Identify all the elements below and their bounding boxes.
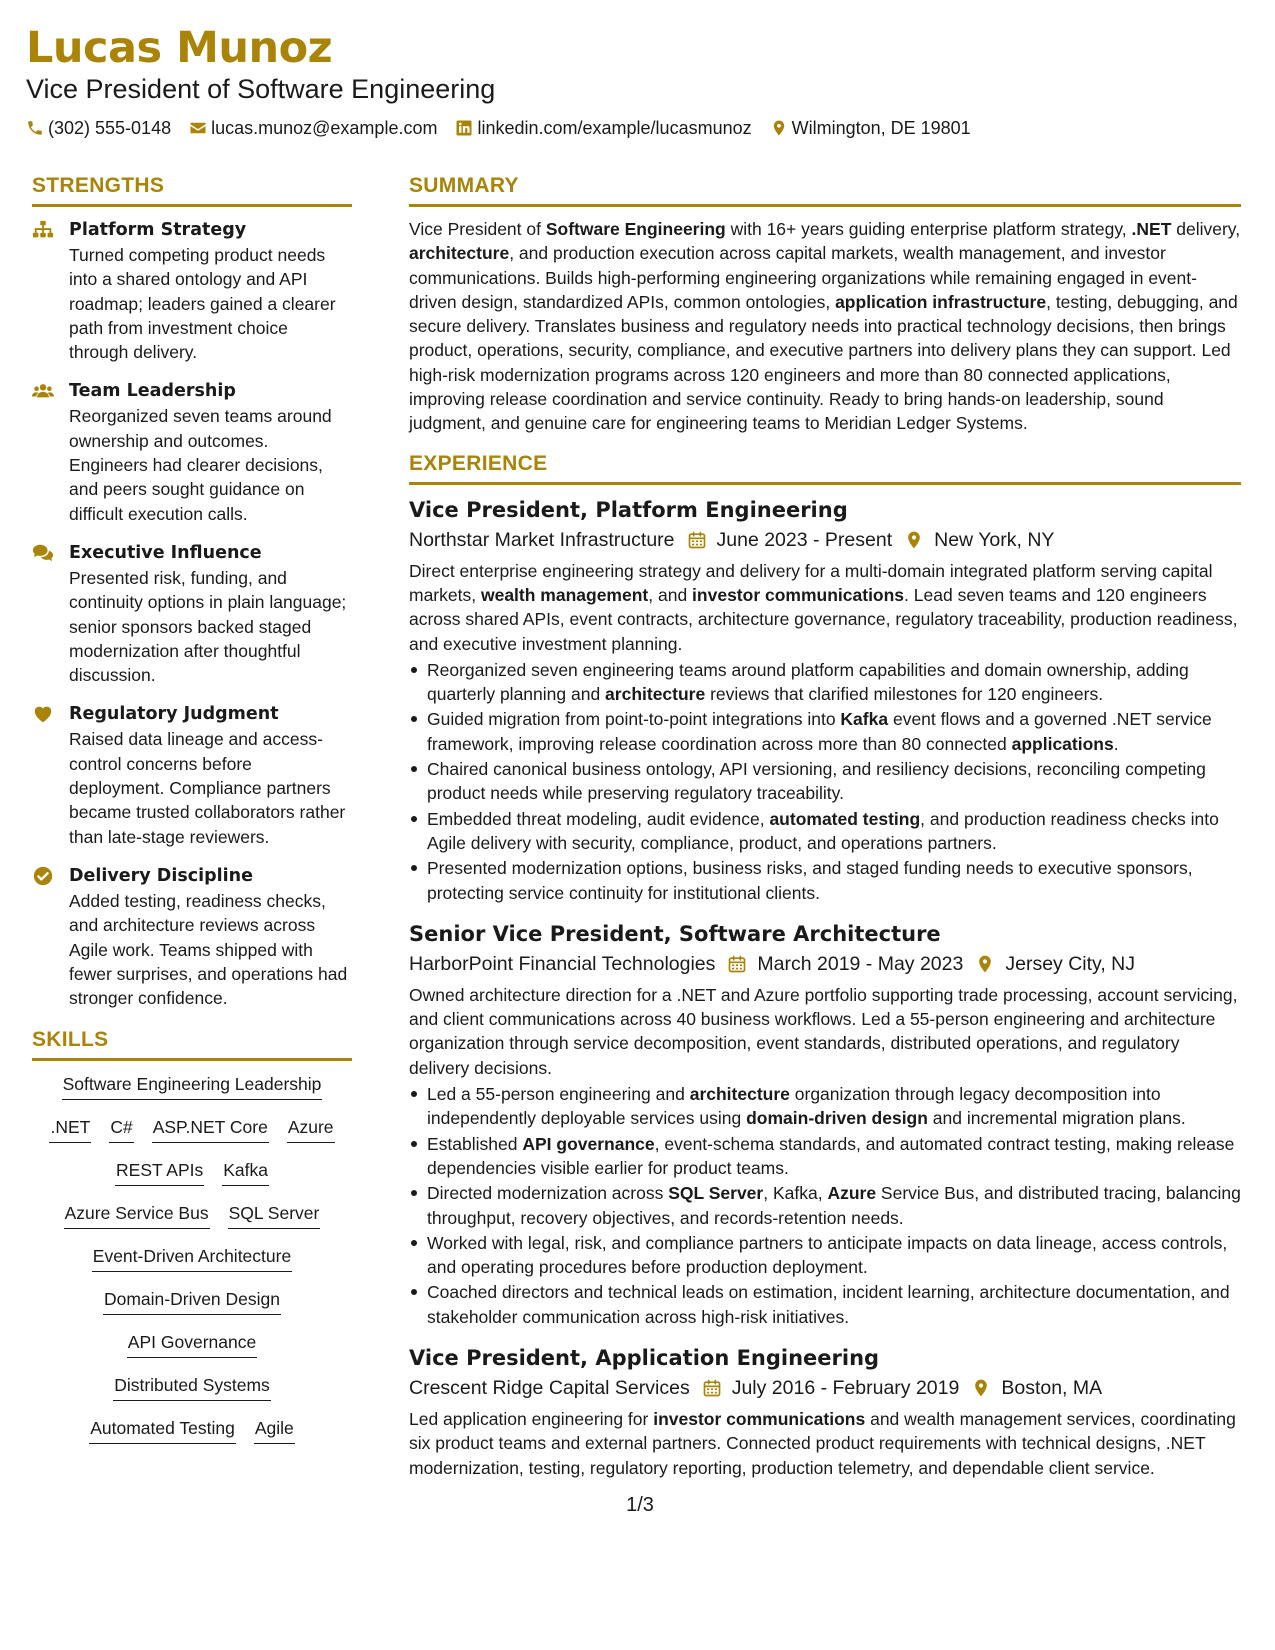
bold-keyword: wealth management bbox=[480, 584, 649, 605]
skill-tag: SQL Server bbox=[228, 1200, 321, 1229]
linkedin-text: linkedin.com/example/lucasmunoz bbox=[477, 118, 752, 138]
contact-phone[interactable] bbox=[26, 116, 171, 140]
job-entry bbox=[409, 495, 1241, 905]
heart-icon bbox=[32, 703, 54, 725]
strength-desc: Reorganized seven teams around ownership and outcomes. Engineers had clearer decisions, and peers sought guidance on difficult execution calls. bbox=[69, 406, 332, 524]
job-title: Vice President, Application Engineering bbox=[409, 1345, 880, 1370]
skill-tag: Distributed Systems bbox=[113, 1372, 271, 1401]
job-dates: March 2019 - May 2023 bbox=[757, 952, 964, 975]
strength-title: Team Leadership bbox=[69, 381, 236, 402]
job-meta bbox=[409, 949, 1241, 979]
skill-tag: Event-Driven Architecture bbox=[92, 1243, 292, 1272]
skill-tag: Automated Testing bbox=[89, 1415, 236, 1444]
skill-row bbox=[32, 1200, 352, 1229]
job-dates: June 2023 - Present bbox=[716, 528, 893, 551]
skill-tag: Software Engineering Leadership bbox=[62, 1071, 323, 1100]
contact-location bbox=[770, 116, 971, 140]
contact-bar bbox=[26, 116, 1246, 140]
jobs-list bbox=[409, 495, 1241, 1480]
sidebar bbox=[32, 172, 352, 1458]
strength-body bbox=[69, 378, 352, 525]
job-company: Crescent Ridge Capital Services bbox=[409, 1376, 690, 1399]
strength-item bbox=[32, 863, 352, 1010]
bold-keyword: investor communications bbox=[653, 1408, 866, 1429]
bold-keyword: investor communications bbox=[692, 584, 905, 605]
summary-heading: SUMMARY bbox=[409, 172, 1241, 207]
job-location: Boston, MA bbox=[1001, 1376, 1103, 1399]
strengths-list bbox=[32, 217, 352, 1010]
job-description: Owned architecture direction for a .NET and Azure portfolio supporting trade processing, account servicing, and client communications across 40 business workflows. Led a 55-person engineering and architecture organization through service decomposition, event standards, distributed operations, and regulatory delivery decisions. bbox=[409, 984, 1238, 1078]
summary-text: Vice President of Software Engineering with 16+ years guiding enterprise platform strategy, .NET delivery, architecture, and production execution across capital markets, wealth management, and investor communications. Builds high-performing engineering organizations while remaining engaged in event-driven design, standardized APIs, common ontologies, application infrastructure, testing, debugging, and secure delivery. Translates business and regulatory needs into practical technology decisions, then brings product, operations, security, compliance, and executive partners into delivery plans they can support. Led high-risk modernization programs across 120 engineers and more than 80 connected applications, improving release coordination and service continuity. Ready to bring hands-on leadership, sound judgment, and genuine care for engineering teams to Meridian Ledger Systems. bbox=[409, 219, 1241, 434]
skills-heading: SKILLS bbox=[32, 1026, 352, 1061]
resume-header bbox=[26, 22, 1246, 140]
strength-desc: Added testing, readiness checks, and architecture reviews across Agile work. Teams shipped with fewer surprises, and operations had stronger confidence. bbox=[69, 890, 348, 1009]
job-meta bbox=[409, 525, 1241, 555]
strength-desc: Turned competing product needs into a shared ontology and API roadmap; leaders gained a clearer path from investment choice through delivery. bbox=[69, 245, 336, 363]
job-title: Senior Vice President, Software Architecture bbox=[409, 921, 941, 946]
main-column bbox=[409, 172, 1241, 1494]
linkedin-icon bbox=[455, 119, 473, 137]
strength-desc: Presented risk, funding, and continuity options in plain language; senior sponsors backed staged modernization after thoughtful discussion. bbox=[69, 567, 347, 686]
strength-body bbox=[69, 701, 352, 848]
map-pin-icon bbox=[904, 530, 924, 550]
bold-keyword: architecture bbox=[689, 1084, 790, 1105]
job-bullet: Reorganized seven engineering teams around platform capabilities and domain ownership, adding quarterly planning and architecture reviews that clarified milestones for 120 engineers. bbox=[409, 658, 1241, 707]
strength-desc: Raised data lineage and access-control concerns before deployment. Compliance partners became trusted collaborators rather than late-stage reviewers. bbox=[69, 729, 346, 847]
skill-tag: Domain-Driven Design bbox=[103, 1286, 281, 1315]
comments-icon bbox=[32, 542, 54, 564]
job-description: Direct enterprise engineering strategy and delivery for a multi-domain integrated platform serving capital markets, wealth management, and investor communications. Lead seven teams and 120 engineers across shared APIs, event contracts, architecture governance, regulatory traceability, production readiness, and executive investment planning. bbox=[409, 560, 1238, 654]
calendar-icon bbox=[702, 1378, 722, 1398]
bold-keyword: API governance bbox=[522, 1133, 655, 1154]
bold-keyword: .NET bbox=[1131, 219, 1172, 239]
skills-list bbox=[32, 1071, 352, 1444]
skill-tag: Azure Service Bus bbox=[64, 1200, 210, 1229]
sitemap-icon bbox=[32, 219, 54, 241]
users-icon bbox=[32, 380, 54, 402]
phone-text: (302) 555-0148 bbox=[48, 118, 172, 138]
job-location: Jersey City, NJ bbox=[1005, 952, 1136, 975]
job-bullet: Led a 55-person engineering and architecture organization through legacy decomposition into independently deployable services using domain-driven design and incremental migration plans. bbox=[409, 1082, 1241, 1131]
strength-item bbox=[32, 217, 352, 364]
envelope-icon bbox=[189, 119, 207, 137]
strength-title: Platform Strategy bbox=[69, 220, 247, 240]
job-bullet: Presented modernization options, business risks, and staged funding needs to executive sponsors, protecting service continuity for institutional clients. bbox=[409, 856, 1241, 905]
bold-keyword: applications bbox=[1011, 733, 1114, 754]
skill-tag: C# bbox=[109, 1114, 133, 1143]
skill-tag: REST APIs bbox=[115, 1157, 204, 1186]
map-pin-icon bbox=[971, 1378, 991, 1398]
skill-tag: API Governance bbox=[127, 1329, 257, 1358]
job-entry bbox=[409, 1343, 1241, 1480]
calendar-icon bbox=[687, 530, 707, 550]
map-pin-icon bbox=[770, 119, 788, 137]
bold-keyword: SQL Server bbox=[668, 1183, 764, 1204]
check-circle-icon bbox=[32, 865, 54, 887]
experience-heading: EXPERIENCE bbox=[409, 450, 1241, 485]
job-bullet: Guided migration from point-to-point integrations into Kafka event flows and a governed .NET service framework, improving release coordination across more than 80 connected applications. bbox=[409, 707, 1241, 756]
skill-row bbox=[32, 1243, 352, 1272]
strengths-heading: STRENGTHS bbox=[32, 172, 352, 207]
contact-linkedin[interactable] bbox=[455, 116, 751, 140]
bold-keyword: Kafka bbox=[840, 709, 889, 730]
bold-keyword: automated testing bbox=[769, 808, 921, 829]
contact-email[interactable] bbox=[189, 116, 437, 140]
job-bullet: Chaired canonical business ontology, API versioning, and resiliency decisions, reconciling competing product needs while preserving regulatory traceability. bbox=[409, 757, 1241, 806]
skill-row bbox=[32, 1286, 352, 1315]
job-bullets bbox=[409, 658, 1241, 905]
strength-item bbox=[32, 701, 352, 848]
job-title: Vice President, Platform Engineering bbox=[409, 497, 848, 522]
bold-keyword: Azure bbox=[827, 1183, 877, 1204]
skill-row bbox=[32, 1114, 352, 1143]
strength-body bbox=[69, 217, 352, 364]
job-entry bbox=[409, 919, 1241, 1329]
email-text: lucas.munoz@example.com bbox=[211, 118, 438, 138]
job-description: Led application engineering for investor communications and wealth management services, coordinating six product teams and external partners. Connected product requirements with technical designs, .NET modernization, testing, regulatory reporting, production telemetry, and dependable client service. bbox=[409, 1408, 1236, 1478]
candidate-name: Lucas Munoz bbox=[26, 23, 333, 73]
job-meta bbox=[409, 1373, 1241, 1403]
phone-icon bbox=[26, 119, 44, 137]
job-bullet: Established API governance, event-schema standards, and automated contract testing, making release dependencies visible earlier for product teams. bbox=[409, 1132, 1241, 1181]
page-number-text: 1/3 bbox=[626, 1494, 654, 1516]
skill-tag: Agile bbox=[254, 1415, 295, 1444]
job-bullet: Embedded threat modeling, audit evidence, automated testing, and production readiness checks into Agile delivery with security, compliance, product, and operations partners. bbox=[409, 807, 1241, 856]
bold-keyword: architecture bbox=[409, 243, 510, 264]
calendar-icon bbox=[727, 954, 747, 974]
skill-row bbox=[32, 1372, 352, 1401]
skill-tag: ASP.NET Core bbox=[152, 1114, 269, 1143]
bold-keyword: Software Engineering bbox=[545, 219, 726, 239]
strength-title: Delivery Discipline bbox=[69, 865, 253, 886]
strength-item bbox=[32, 540, 352, 687]
location-text: Wilmington, DE 19801 bbox=[791, 118, 971, 138]
job-bullet: Coached directors and technical leads on estimation, incident learning, architecture documentation, and stakeholder communication across high-risk initiatives. bbox=[409, 1280, 1241, 1329]
candidate-title: Vice President of Software Engineering bbox=[26, 74, 496, 104]
skill-tag: .NET bbox=[49, 1114, 91, 1143]
strength-item bbox=[32, 378, 352, 525]
job-bullet: Worked with legal, risk, and compliance partners to anticipate impacts on data lineage, access controls, and operating procedures before production deployment. bbox=[409, 1231, 1241, 1280]
bold-keyword: application infrastructure bbox=[835, 291, 1047, 312]
skill-tag: Azure bbox=[287, 1114, 335, 1143]
skill-tag: Kafka bbox=[222, 1157, 269, 1186]
map-pin-icon bbox=[975, 954, 995, 974]
strength-body bbox=[69, 540, 352, 687]
skill-row bbox=[32, 1329, 352, 1358]
skill-row bbox=[32, 1415, 352, 1444]
skill-row bbox=[32, 1071, 352, 1100]
strength-title: Executive Influence bbox=[69, 542, 262, 563]
job-company: HarborPoint Financial Technologies bbox=[409, 952, 716, 975]
bold-keyword: architecture bbox=[605, 684, 706, 705]
strength-body bbox=[69, 863, 352, 1010]
job-dates: July 2016 - February 2019 bbox=[731, 1376, 960, 1399]
skill-row bbox=[32, 1157, 352, 1186]
strength-title: Regulatory Judgment bbox=[69, 704, 279, 725]
job-location: New York, NY bbox=[934, 528, 1055, 551]
job-company: Northstar Market Infrastructure bbox=[409, 528, 675, 551]
bold-keyword: domain-driven design bbox=[746, 1108, 928, 1129]
page-number bbox=[0, 1492, 1275, 1518]
job-bullets bbox=[409, 1082, 1241, 1329]
job-bullet: Directed modernization across SQL Server, Kafka, Azure Service Bus, and distributed tracing, balancing throughput, recovery objectives, and records-retention needs. bbox=[409, 1181, 1241, 1230]
